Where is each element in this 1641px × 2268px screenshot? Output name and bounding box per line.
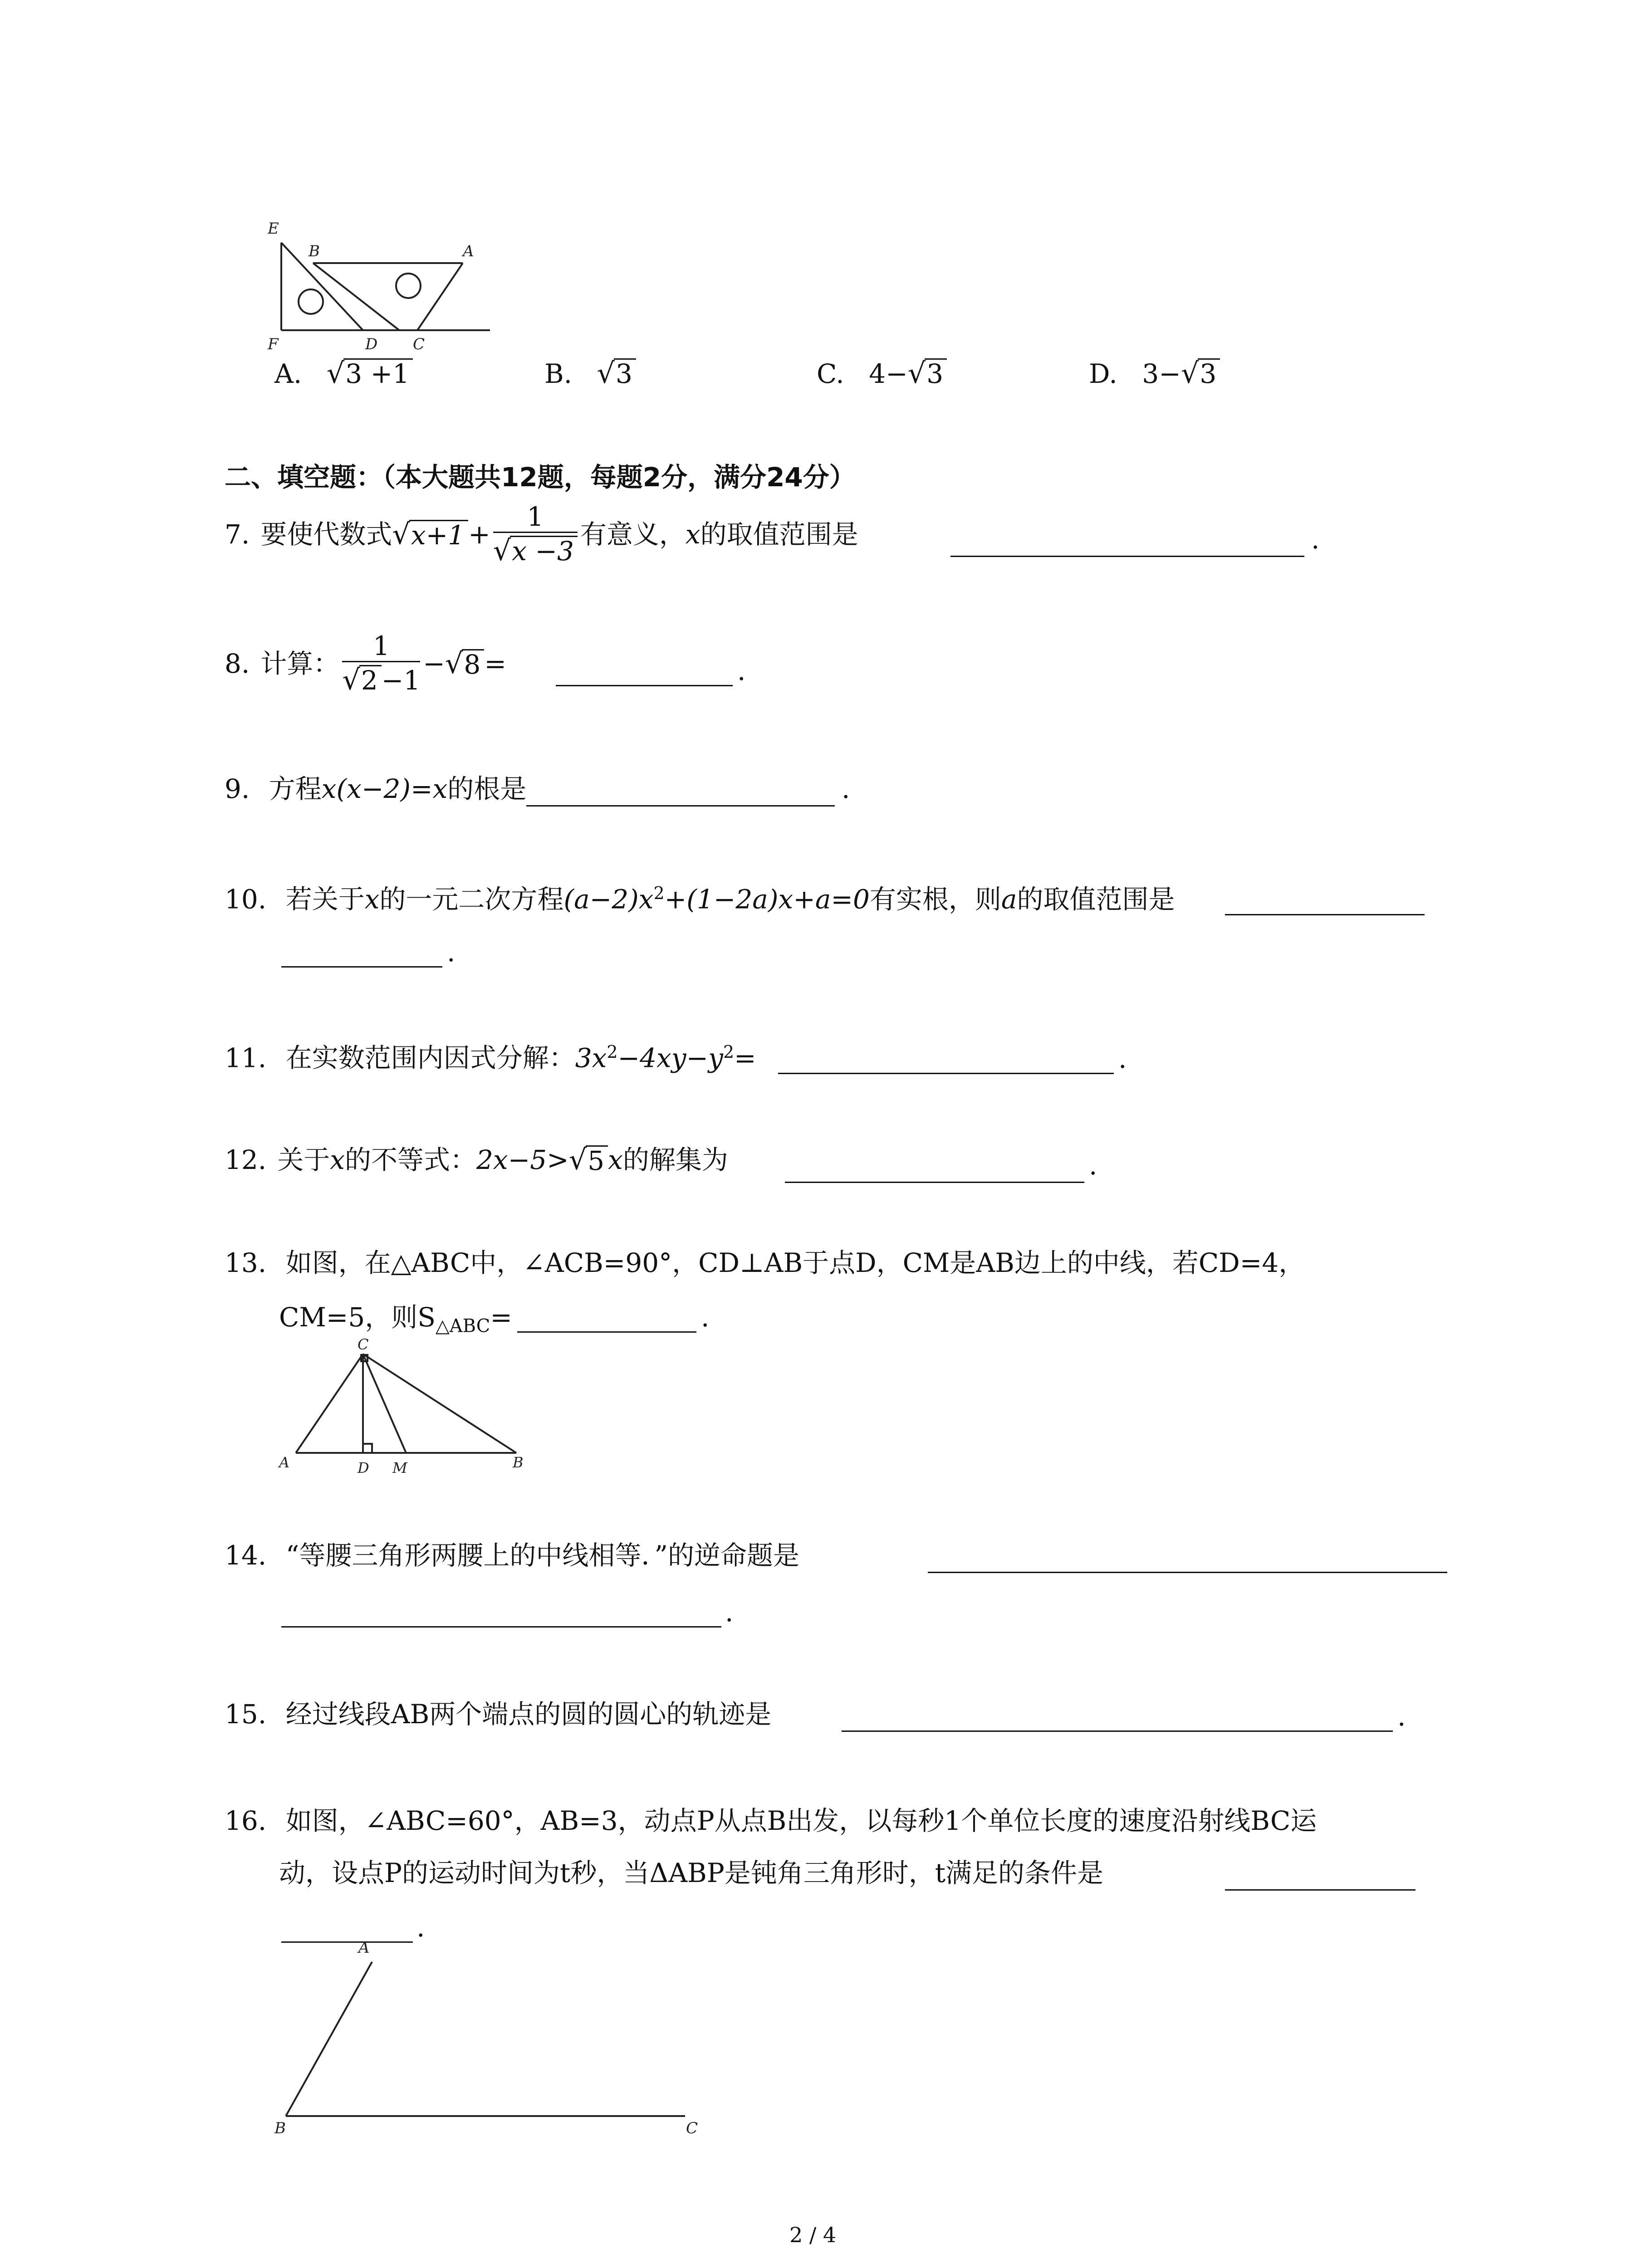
- q6-option-d-label: D.: [1089, 358, 1117, 389]
- q12: [225, 1145, 728, 1174]
- q16-line-AB: [286, 1962, 372, 2116]
- q6-option-d-value: 3: [1198, 358, 1220, 387]
- q16-label-C: C: [686, 2119, 698, 2137]
- q16-text-line1: 如图，∠ABC=60°，AB=3，动点P从点B出发，以每秒1个单位长度的速度沿射线BC运: [285, 1805, 1317, 1836]
- q6-option-a-value: 3 +1: [343, 358, 413, 387]
- q6-label-B: B: [309, 242, 320, 260]
- q16-period: .: [416, 1912, 425, 1943]
- q13-line1: [225, 1247, 1305, 1278]
- q16-label-A: A: [358, 1939, 370, 1957]
- q7-radicand: x+1: [409, 520, 468, 548]
- q10-eq-a: (a−2)x: [563, 884, 654, 915]
- q12-text-mid: 的不等式：: [344, 1144, 476, 1175]
- radical-sign: √: [326, 357, 345, 390]
- q13-line-AC: [296, 1354, 363, 1453]
- q7-text-post2: 的取值范围是: [700, 518, 858, 550]
- q7-frac-radicand: x −3: [510, 536, 578, 564]
- q14: [225, 1542, 799, 1569]
- q6-line-ED: [281, 243, 363, 330]
- q11-answer-blank[interactable]: [778, 1073, 1114, 1074]
- q6-option-c-value: 3: [925, 358, 947, 387]
- q12-radicand: 5: [586, 1145, 608, 1174]
- q6-option-c: [817, 357, 947, 390]
- q16-label-B: B: [274, 2119, 286, 2137]
- q6-label-E: E: [268, 220, 279, 238]
- q6-line-AC: [417, 263, 463, 330]
- q16-number: 16.: [225, 1805, 267, 1836]
- q11-eq-b: −4xy−y: [617, 1042, 723, 1074]
- q11-number: 11.: [225, 1042, 267, 1074]
- q7-period: .: [1311, 524, 1320, 555]
- q14-text: “等腰三角形两腰上的中线相等．”的逆命题是: [285, 1540, 799, 1571]
- q11-period: .: [1118, 1043, 1127, 1074]
- q10-answer-blank-1[interactable]: [1225, 914, 1425, 915]
- q10-var-a: a: [1001, 884, 1017, 915]
- q8-fraction: [342, 633, 420, 694]
- q8: [225, 633, 506, 694]
- q8-frac-num: 1: [342, 633, 420, 662]
- q6-option-c-pre: 4−: [869, 358, 908, 389]
- q10: [225, 883, 1175, 915]
- q8-equals: =: [484, 648, 506, 679]
- q10-answer-blank-2[interactable]: [281, 966, 442, 968]
- q16-figure: [268, 1930, 712, 2139]
- q11-sup2: 2: [723, 1042, 735, 1062]
- q15-answer-blank[interactable]: [842, 1730, 1393, 1732]
- q13-text-line2a: CM=5，则S: [279, 1302, 436, 1333]
- q13-number: 13.: [225, 1247, 267, 1278]
- q11-sup1: 2: [607, 1042, 618, 1062]
- q10-eq-b: +(1−2a)x+a=0: [664, 884, 870, 915]
- q7-number: 7.: [225, 518, 250, 550]
- q15-period: .: [1397, 1701, 1406, 1732]
- q8-period: .: [737, 655, 746, 686]
- q16-text-line2: 动，设点P的运动时间为t秒，当ΔABP是钝角三角形时，t满足的条件是: [279, 1857, 1104, 1888]
- q13-label-A: A: [279, 1454, 290, 1471]
- q6-option-a-label: A.: [274, 358, 302, 389]
- q7-text-pre: 要使代数式: [260, 518, 392, 550]
- radical-sign: √: [392, 517, 410, 551]
- q9-period: .: [842, 773, 850, 804]
- q10-text-b: 的一元二次方程: [379, 884, 564, 915]
- q13-label-B: B: [513, 1454, 524, 1471]
- q8-radicand: 8: [462, 649, 484, 678]
- q6-option-c-label: C.: [817, 358, 844, 389]
- q10-text-c: 有实根，则: [869, 884, 1001, 915]
- q7-plus: +: [468, 518, 490, 550]
- q13-period: .: [701, 1302, 710, 1333]
- q12-text-pre: 关于: [277, 1144, 330, 1175]
- q9: [225, 773, 527, 804]
- q6-option-b-value: 3: [614, 358, 636, 387]
- q6-option-b: [544, 357, 636, 390]
- radical-sign: √: [342, 663, 360, 696]
- q6-label-D: D: [365, 335, 378, 353]
- q8-number: 8.: [225, 648, 250, 679]
- q6-option-d-pre: 3−: [1142, 358, 1181, 389]
- q12-var: x: [330, 1144, 345, 1175]
- q6-label-C: C: [413, 335, 425, 353]
- radical-sign: √: [907, 357, 926, 390]
- q14-answer-blank-2[interactable]: [281, 1626, 721, 1628]
- q13-label-C: C: [358, 1336, 369, 1353]
- q10-period: .: [447, 937, 456, 968]
- radical-sign: √: [568, 1143, 587, 1176]
- q13-sub: △ABC: [436, 1315, 490, 1337]
- page-number: 2 / 4: [789, 2223, 837, 2247]
- q12-eq-b: x: [608, 1144, 623, 1175]
- q13-line-CB: [363, 1354, 516, 1453]
- q7: [225, 503, 858, 565]
- q14-period: .: [725, 1597, 734, 1628]
- q8-frac-rest: −1: [381, 665, 421, 696]
- radical-sign: √: [597, 357, 615, 390]
- radical-sign: √: [493, 534, 511, 567]
- q12-answer-blank[interactable]: [785, 1182, 1084, 1183]
- q8-frac-radicand: 2: [359, 665, 382, 694]
- q11-eq-a: 3x: [575, 1042, 607, 1074]
- q13-line2: [279, 1304, 512, 1335]
- q14-number: 14.: [225, 1540, 267, 1571]
- q12-period: .: [1089, 1150, 1097, 1181]
- q11: [225, 1042, 756, 1074]
- q12-number: 12.: [225, 1144, 267, 1175]
- q9-equation: x(x−2)=x: [321, 773, 448, 804]
- q10-sup: 2: [653, 883, 665, 903]
- q7-fraction: [493, 503, 578, 565]
- q15-number: 15.: [225, 1699, 267, 1730]
- q13-text-line1: 如图，在△ABC中，∠ACB=90°，CD⊥AB于点D，CM是AB边上的中线，若CD=4，: [285, 1247, 1305, 1278]
- q6-circle-left: [299, 289, 323, 314]
- q7-frac-num: 1: [493, 503, 578, 533]
- q12-text-post: 的解集为: [622, 1144, 728, 1175]
- q13-label-M: M: [392, 1459, 407, 1476]
- q16-line2: [279, 1857, 1104, 1888]
- q6-figure: [263, 213, 499, 358]
- q9-text-post: 的根是: [447, 773, 527, 804]
- q6-label-F: F: [268, 335, 279, 353]
- q9-text-pre: 方程: [269, 773, 322, 804]
- q7-var: x: [685, 518, 700, 550]
- q14-answer-blank-1[interactable]: [928, 1572, 1447, 1573]
- q10-text-d: 的取值范围是: [1017, 884, 1175, 915]
- q8-minus: −: [423, 648, 445, 679]
- q11-eq-c: =: [734, 1042, 756, 1074]
- q9-number: 9.: [225, 773, 250, 804]
- q6-circle-right: [396, 274, 421, 298]
- radical-sign: √: [445, 646, 463, 680]
- section2-title: 二、填空题：（本大题共12题，每题2分，满分24分）: [225, 462, 856, 493]
- q13-text-line2b: =: [490, 1302, 512, 1333]
- q16-answer-blank-1[interactable]: [1225, 1889, 1416, 1891]
- q7-text-post1: 有意义，: [580, 518, 686, 550]
- q8-text-pre: 计算：: [260, 648, 340, 679]
- q10-text-a: 若关于: [285, 884, 365, 915]
- q13-answer-blank[interactable]: [517, 1331, 696, 1333]
- q9-answer-blank[interactable]: [526, 805, 835, 807]
- q10-number: 10.: [225, 884, 267, 915]
- q13-label-D: D: [358, 1459, 369, 1476]
- q15-text: 经过线段AB两个端点的圆的圆心的轨迹是: [285, 1699, 772, 1730]
- q12-eq-a: 2x−5>: [476, 1144, 569, 1175]
- q8-answer-blank[interactable]: [556, 685, 733, 686]
- q7-answer-blank[interactable]: [950, 556, 1304, 557]
- q6-option-a: [274, 357, 413, 390]
- q15: [225, 1699, 772, 1730]
- q6-label-A: A: [463, 242, 474, 260]
- q16-line1: [225, 1805, 1317, 1836]
- q10-var-x: x: [364, 884, 380, 915]
- q6-line-BC: [313, 263, 399, 330]
- radical-sign: √: [1181, 357, 1199, 390]
- q6-option-b-label: B.: [544, 358, 573, 389]
- q11-text-pre: 在实数范围内因式分解：: [285, 1042, 575, 1074]
- q13-figure: [272, 1331, 535, 1481]
- q13-right-angle-mark: [363, 1444, 372, 1453]
- q6-option-d: [1089, 357, 1220, 390]
